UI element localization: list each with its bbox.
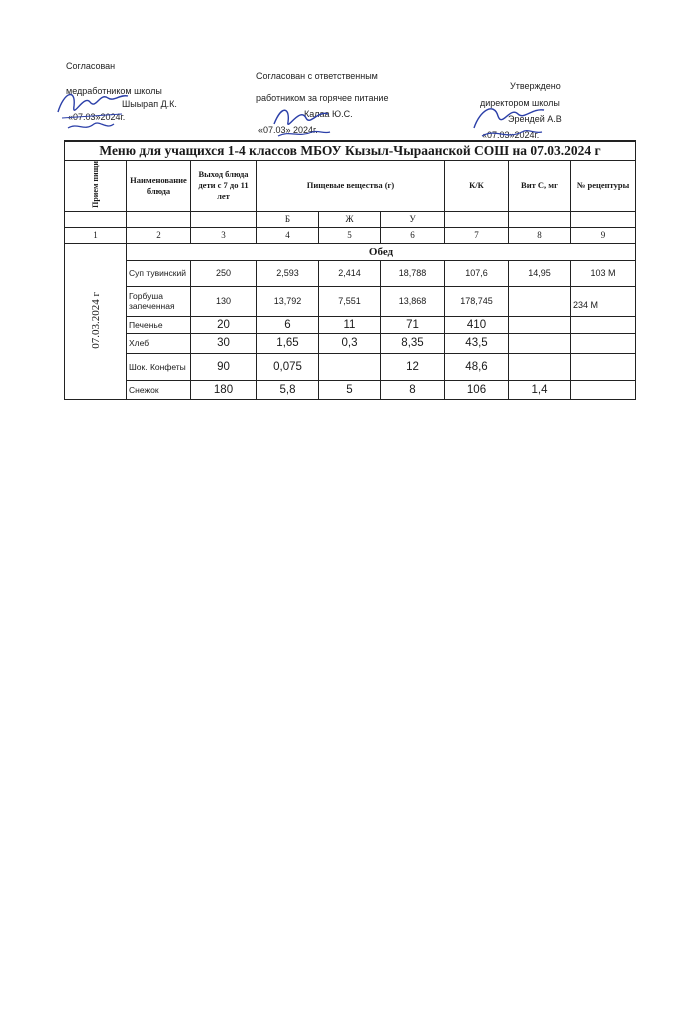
dish-portion: 250 (191, 260, 257, 286)
header-dish-name: Наименование блюда (127, 161, 191, 212)
sub-empty (191, 211, 257, 227)
dish-recipe (571, 316, 636, 333)
dish-fat: 7,551 (319, 286, 381, 316)
dish-recipe: 234 М (571, 286, 636, 316)
sub-empty (509, 211, 571, 227)
sub-empty (445, 211, 509, 227)
dish-name: Печенье (127, 316, 191, 333)
sub-empty (571, 211, 636, 227)
approval-line: Эрендей А.В (508, 114, 562, 124)
approval-line: Согласован с ответственным (256, 71, 378, 81)
dish-portion: 30 (191, 333, 257, 353)
header-kcal: К/К (445, 161, 509, 212)
dish-portion: 130 (191, 286, 257, 316)
column-number: 3 (191, 227, 257, 243)
dish-vitc (509, 316, 571, 333)
dish-vitc (509, 353, 571, 380)
approval-line: работником за горячее питание (256, 93, 389, 103)
header-portion: Выход блюда дети с 7 до 11 лет (191, 161, 257, 212)
approval-line: директором школы (480, 98, 560, 108)
dish-protein: 5,8 (257, 380, 319, 399)
dish-vitc: 1,4 (509, 380, 571, 399)
header-meal: Прием пищи (65, 161, 127, 212)
dish-fat (319, 353, 381, 380)
approval-line: Шыырап Д.К. (122, 99, 177, 109)
dish-fat: 2,414 (319, 260, 381, 286)
table-row (65, 286, 636, 316)
dish-recipe (571, 380, 636, 399)
dish-carbs: 18,788 (381, 260, 445, 286)
dish-kcal: 43,5 (445, 333, 509, 353)
dish-name: Снежок (127, 380, 191, 399)
sub-empty (65, 211, 127, 227)
approval-line: Утверждено (510, 81, 561, 91)
dish-protein: 6 (257, 316, 319, 333)
dish-kcal: 178,745 (445, 286, 509, 316)
dish-fat: 0,3 (319, 333, 381, 353)
approval-director (480, 80, 650, 142)
header-recipe: № рецептуры (571, 161, 636, 212)
approval-line: Согласован (66, 61, 116, 71)
sub-fat: Ж (319, 211, 381, 227)
dish-name: Горбуша запеченная (127, 286, 191, 316)
dish-fat: 11 (319, 316, 381, 333)
approval-date: «07.03»2024г. (482, 130, 540, 140)
dish-vitc (509, 333, 571, 353)
table-row (65, 380, 636, 399)
dish-kcal: 410 (445, 316, 509, 333)
column-number: 9 (571, 227, 636, 243)
column-number: 6 (381, 227, 445, 243)
dish-carbs: 71 (381, 316, 445, 333)
dish-portion: 20 (191, 316, 257, 333)
sub-empty (127, 211, 191, 227)
section-lunch: Обед (127, 243, 636, 260)
approval-hot-meals (256, 70, 446, 137)
header-vitc: Вит С, мг (509, 161, 571, 212)
menu-title: Меню для учащихся 1-4 классов МБОУ Кызыл-Чыраанской СОШ на 07.03.2024 г (65, 141, 636, 161)
column-number: 5 (319, 227, 381, 243)
dish-recipe (571, 353, 636, 380)
approval-line: медработником школы (66, 86, 162, 96)
dish-name: Хлеб (127, 333, 191, 353)
approval-medic (66, 60, 236, 124)
dish-protein: 2,593 (257, 260, 319, 286)
sub-protein: Б (257, 211, 319, 227)
dish-carbs: 12 (381, 353, 445, 380)
table-row (65, 333, 636, 353)
table-row (65, 316, 636, 333)
dish-recipe: 103 М (571, 260, 636, 286)
dish-kcal: 106 (445, 380, 509, 399)
column-number: 8 (509, 227, 571, 243)
table-row (65, 353, 636, 380)
dish-protein: 13,792 (257, 286, 319, 316)
dish-vitc: 14,95 (509, 260, 571, 286)
sub-carbs: У (381, 211, 445, 227)
header-nutrients: Пищевые вещества (г) (257, 161, 445, 212)
dish-kcal: 107,6 (445, 260, 509, 286)
dish-recipe (571, 333, 636, 353)
meal-date: 07.03.2024 г (65, 243, 127, 399)
dish-name: Шок. Конфеты (127, 353, 191, 380)
dish-carbs: 8,35 (381, 333, 445, 353)
dish-portion: 90 (191, 353, 257, 380)
dish-carbs: 13,868 (381, 286, 445, 316)
approval-date: «07.03»2024г. (68, 112, 126, 122)
column-number: 2 (127, 227, 191, 243)
approval-line: Калаа Ю.С. (304, 109, 353, 119)
column-number: 4 (257, 227, 319, 243)
dish-portion: 180 (191, 380, 257, 399)
menu-table (64, 140, 636, 400)
table-row (65, 260, 636, 286)
approval-date: «07.03» 2024г. (258, 125, 318, 135)
column-number: 1 (65, 227, 127, 243)
dish-vitc (509, 286, 571, 316)
dish-fat: 5 (319, 380, 381, 399)
dish-protein: 0,075 (257, 353, 319, 380)
dish-protein: 1,65 (257, 333, 319, 353)
dish-name: Суп тувинский (127, 260, 191, 286)
column-number: 7 (445, 227, 509, 243)
dish-kcal: 48,6 (445, 353, 509, 380)
dish-carbs: 8 (381, 380, 445, 399)
